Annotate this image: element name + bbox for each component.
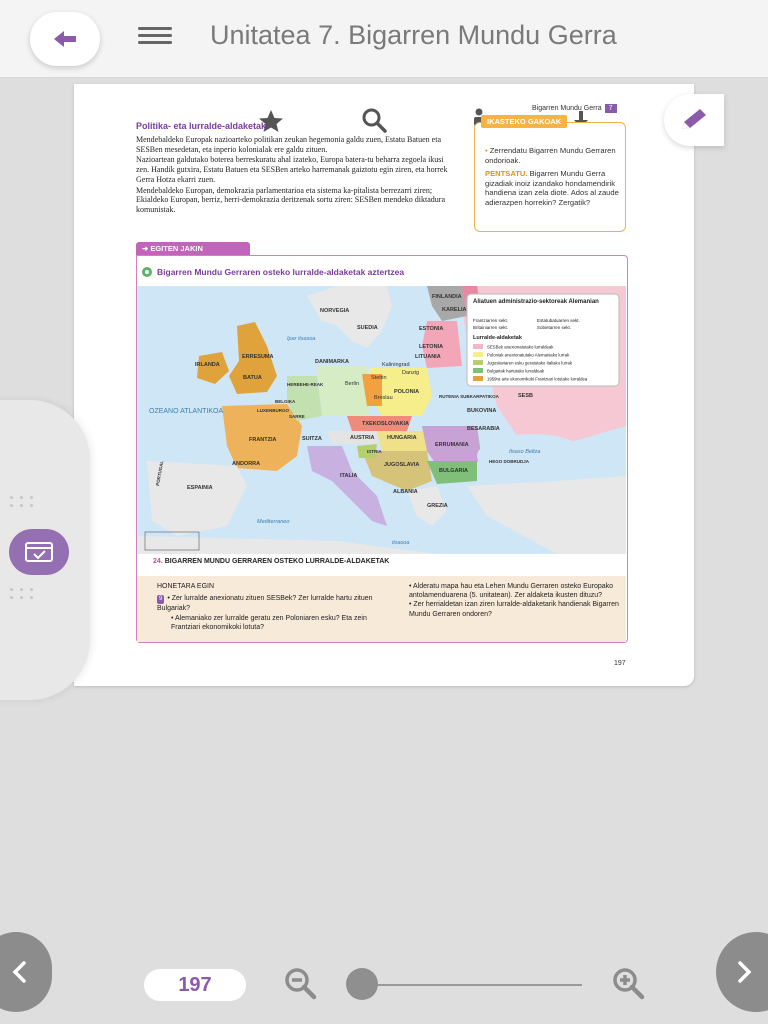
book-page: [74, 84, 694, 686]
legend-title: Aliatuen administrazio-sektoreak Alemanian: [473, 299, 599, 305]
map-label: POLONIA: [394, 389, 420, 395]
map-label: TXEKOSLOVAKIA: [362, 421, 409, 427]
map-caption-number: 24.: [153, 558, 163, 565]
map-label: Berlin: [345, 381, 360, 387]
map-label: HUNGARIA: [387, 435, 417, 441]
map-label: ISTRIA: [367, 449, 382, 454]
key-points-box: [474, 117, 626, 232]
egiten-jakin-label: EGITEN JAKIN: [150, 244, 203, 253]
map-label: BESARABIA: [467, 426, 500, 432]
map-label: GREZIA: [427, 503, 448, 509]
germany-region: [317, 366, 369, 416]
map-label: LUXENBURGO: [257, 408, 290, 413]
legend-swatch: [473, 376, 483, 381]
map-label: Breslau: [374, 395, 393, 401]
legend-swatch-label: Jugoslaviaren esku geratutako Italiako lurrak: [487, 360, 573, 366]
map-label: BUKOVINA: [467, 408, 497, 414]
back-button[interactable]: [30, 12, 100, 66]
map-label: KARELIA: [442, 307, 467, 313]
map-label: Kaliningrad: [382, 362, 410, 368]
key-points-text: • Zerrendatu Bigarren Mundu Gerraren ondorioak. PENTSATU. Bigarren Mundu Gerra gizadiak inoiz izandako hondamendirik handiena izan zela diote. Ados al zaude adierazpen horrekin? Zergatik?: [485, 146, 619, 207]
question-text: Zer herrialdetan izan ziren lurralde-aldaketarik handienak Bigarren Mundu Gerraren ondoren?: [409, 601, 619, 618]
key-point-bullet: Zerrendatu Bigarren Mundu Gerraren ondorioak.: [485, 146, 616, 165]
map-caption-text: BIGARREN MUNDU GERRAREN OSTEKO LURRALDE-ALDAKETAK: [164, 558, 390, 565]
page-number-field[interactable]: 197: [144, 969, 246, 1001]
gear-icon: [141, 266, 153, 278]
printed-page-number: 197: [614, 660, 626, 667]
map-label: DANIMARKA: [315, 359, 349, 365]
map-label: ESTONIA: [419, 326, 444, 332]
map-label: Stettin: [371, 375, 387, 381]
legend-swatch-label: 1959ra arte ekonomikoki Frantziari lotutako lurraldea: [487, 376, 588, 382]
question-number-badge: 9: [157, 595, 164, 604]
questions-right: • Alderatu mapa hau eta Lehen Mundu Gerraren osteko Europako antolamenduarena (5. unitatean). Zer aldaketa ikusten dituzu? • Zer herrialdetan izan ziren lurralde-aldaketarik handienak Bigarren Mundu Gerraren ondoren?: [409, 583, 619, 618]
map-label: ESPAINIA: [187, 485, 213, 491]
map-label: FINLANDIA: [432, 294, 462, 300]
hungary-region: [377, 431, 429, 451]
back-arrow-icon: [52, 29, 78, 49]
map-label: SUITZA: [302, 436, 322, 442]
running-head-title: Bigarren Mundu Gerra: [532, 105, 602, 112]
map-label: ALBANIA: [393, 489, 418, 495]
map-label: NORVEGIA: [320, 308, 350, 314]
egiten-jakin-tab: ➜ EGITEN JAKIN: [136, 242, 250, 255]
map-label: ERRESUMA: [242, 354, 274, 360]
map-label: HEGO DOBRUDJA: [489, 459, 530, 464]
activity-panel-button[interactable]: [9, 529, 69, 575]
legend-changes-title: Lurralde-aldaketak: [473, 335, 522, 341]
map-label: JUGOSLAVIA: [384, 462, 420, 468]
map-label: ITALIA: [340, 473, 358, 479]
search-button[interactable]: [359, 105, 389, 135]
zoom-slider-track[interactable]: [362, 984, 582, 986]
questions-area: [137, 576, 626, 642]
zoom-slider-thumb[interactable]: [346, 968, 378, 1000]
map-label: BELGIKA: [275, 399, 296, 404]
question-text: Zer lurralde anexionatu zituen SESBek? Zer lurralde hartu zituen Bulgariak?: [157, 595, 373, 613]
legend-swatch: [473, 352, 483, 357]
think-label: PENTSATU.: [485, 169, 528, 178]
map-label: SESB: [518, 393, 533, 399]
unit-number-badge: 7: [605, 104, 617, 113]
map-caption: [153, 558, 389, 565]
map-label: ANDORRA: [232, 461, 261, 467]
map-activity-box: [136, 255, 628, 643]
question-text: Alemaniako zer lurralde geratu zen Poloniaren esku? Eta zein Frantziari ekonomikoki lotuta?: [171, 614, 367, 631]
zoom-in-icon: [610, 966, 646, 1000]
questions-left: HONETARA EGIN 9 • Zer lurralde anexionatu zituen SESBek? Zer lurralde hartu zituen Bulgariak? • Alemaniako zer lurralde geratu zen Poloniaren esku? Eta zein Frantziari ekonomikoki lotuta?: [157, 582, 377, 632]
europe-map: [137, 286, 626, 554]
map-label: BULGARIA: [439, 468, 469, 474]
hamburger-menu-button[interactable]: [138, 24, 172, 52]
question-text: Alderatu mapa hau eta Lehen Mundu Gerraren osteko Europako antolamenduarena (5. unitatean). Zer aldaketa ikusten dituzu?: [409, 583, 614, 600]
menu-line: [138, 34, 172, 37]
zoom-out-button[interactable]: [282, 966, 318, 1000]
next-page-button[interactable]: [716, 932, 768, 1012]
chevron-left-icon: [12, 961, 26, 983]
map-label: ERRUMANIA: [435, 442, 469, 448]
zoom-in-button[interactable]: [610, 966, 646, 1000]
page-title: Unitatea 7. Bigarren Mundu Gerra: [210, 20, 617, 50]
legend-swatch: [473, 344, 483, 349]
previous-page-button[interactable]: [0, 932, 52, 1012]
checklist-icon: [24, 541, 54, 563]
map-label: Danzig: [402, 370, 420, 376]
map-label: SUEDIA: [357, 325, 378, 331]
key-points-tab: IKASTEKO GAKOAK: [481, 115, 567, 128]
map-label: Itsaso Beltza: [509, 449, 541, 455]
zoom-out-icon: [282, 966, 318, 1000]
annotate-button[interactable]: [664, 94, 724, 146]
map-label: FRANTZIA: [249, 437, 277, 443]
honetara-label: HONETARA EGIN: [157, 583, 215, 590]
map-label: IRLANDA: [195, 362, 220, 368]
menu-line: [138, 41, 172, 44]
paragraph: Mendebaldeko Europak nazioarteko politikan zeukan hegemonia galdu zuen, Estatu Batuen eta SESBen mesedetan, eta inperio kolonialak ere galdu zituen.: [136, 135, 441, 154]
chevron-right-icon: [738, 961, 752, 983]
black-sea: [477, 434, 587, 478]
map-label: OZEANO ATLANTIKOA: [149, 408, 224, 415]
map-label: SARRE: [289, 414, 305, 419]
search-icon: [361, 107, 387, 133]
legend-sector-1: Frantziarren sekt.: [473, 318, 509, 323]
map-label: itsasoa: [392, 540, 410, 546]
legend-sector-3: Britainiarren sekt.: [473, 325, 509, 330]
legend-swatch: [473, 360, 483, 365]
body-text: [136, 135, 452, 216]
paragraph: Nazioartean galdutako boterea berreskuratu ahal izateko, Europa batera-tu beharra zegoela ikusi zen. Handik gutxira, Estatu Batuen eta SESBen arteko harremanak gaiztotu egin ziren, eta horrek Gerra Hotza ekarri zuen.: [136, 155, 448, 184]
pencil-icon: [678, 107, 710, 133]
menu-line: [138, 27, 172, 30]
think-text: Bigarren Mundu Gerra gizadiak inoiz izandako hondamendirik handiena izan zela diote. Ados al zaude adierazpen horrekin? Zergatik?: [485, 169, 619, 207]
map-label: BATUA: [243, 375, 262, 381]
legend-sector-2: Estatubatuarren sekt.: [537, 318, 580, 323]
map-label: AUSTRIA: [350, 435, 375, 441]
drag-handle-bottom[interactable]: [10, 588, 42, 606]
map-label: HERBEHE-REAK: [287, 382, 324, 387]
legend-swatch: [473, 368, 483, 373]
map-label: Mediterraneo: [257, 519, 290, 525]
running-head: [532, 104, 617, 113]
map-label: LITUANIA: [415, 354, 441, 360]
drag-handle-top[interactable]: [10, 496, 42, 514]
top-bar: [0, 0, 768, 78]
section-title: Politika- eta lurralde-aldaketak: [136, 121, 267, 131]
paragraph: Mendebaldeko Europan, demokrazia parlamentarioa eta sistema ka-pitalista berrezarri ziren; Ekialdeko Europan, berriz, herri-demokrazia deritzenak sortu ziren: SESBen mendeko diktadura komunistak.: [136, 185, 445, 214]
legend-swatch-label: Poloniak anexionatutako Alemaniako lurrak: [487, 352, 570, 358]
map-label: LETONIA: [419, 344, 444, 350]
map-label: RUTENIA SUBKARPATIKOA: [439, 394, 499, 399]
legend-swatch-label: SESBek anexionatutako lurraldeak: [487, 344, 554, 350]
legend-sector-4: Sobietarren sekt.: [537, 325, 572, 330]
map-title: Bigarren Mundu Gerraren osteko lurralde-aldaketak aztertzea: [157, 267, 405, 277]
legend-swatch-label: Bulgariak hartutako lurraldeak: [487, 368, 545, 374]
map-label: PORTUGAL: [155, 460, 165, 487]
map-label: Ipar itsasoa: [287, 336, 316, 342]
